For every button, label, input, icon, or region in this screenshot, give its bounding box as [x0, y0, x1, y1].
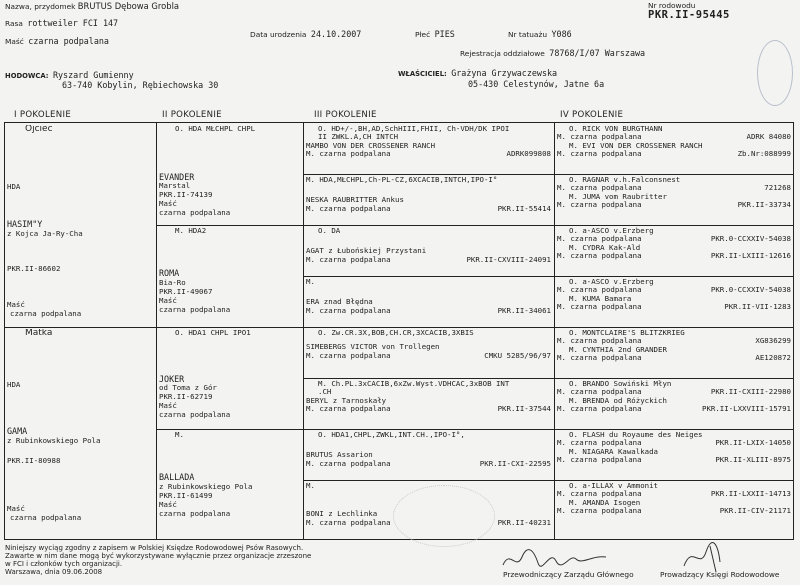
- gen4-dam: M. BRENDA od Różyckich: [569, 395, 667, 405]
- gen4-dam-reg: PKR.II-VII-1283: [724, 302, 791, 312]
- birth-value: 24.10.2007: [310, 29, 362, 39]
- gen4-dam-color: M. czarna podpalana: [557, 251, 642, 261]
- gen4-sire-reg: PKR.0-CCXXIV-54038: [710, 234, 791, 244]
- gen3-cell: [306, 278, 553, 326]
- pedigree-number: PKR.II-95445: [648, 9, 730, 21]
- breeder-name: Ryszard Gumienny: [52, 70, 134, 80]
- gen4-cell: [557, 227, 793, 275]
- dam-name: GAMA: [7, 426, 28, 436]
- gen3-reg: PKR.II-37544: [497, 404, 551, 414]
- chair-signature: [500, 543, 610, 573]
- pedigree-label: Nr rodowodu: [648, 1, 696, 10]
- gen2-reg: PKR.II-61499: [159, 491, 213, 500]
- gen3-reg: PKR.II-34061: [497, 305, 551, 315]
- sire-name: HASIM"Y: [7, 219, 43, 229]
- gen3-titles: O. HDA1,CHPL,ZWKL,INT.CH.,IPO-I°,: [318, 431, 465, 439]
- gen4-sire-reg: PKR.0-CCXXIV-54038: [710, 285, 791, 295]
- gen4-sire: O. RICK VON BURGTHANN: [569, 125, 663, 133]
- gen4-dam-color: M. czarna podpalana: [557, 404, 642, 414]
- gen2-titles: M. HDA2: [175, 227, 207, 235]
- gen3-name: BRUTUS Assarion: [306, 450, 373, 460]
- gen4-sire-color: M. czarna podpalana: [557, 132, 642, 142]
- gen3-reg: CMKU 5285/96/97: [484, 350, 551, 360]
- breeder-address: 63-740 Kobylin, Rębiechowska 30: [62, 80, 219, 90]
- gen3-cell: [306, 176, 553, 224]
- gen4-cell: [557, 431, 793, 479]
- gen4-cell: [557, 380, 793, 428]
- gen2-reg: PKR.II-62719: [159, 392, 213, 401]
- divider: [156, 429, 793, 430]
- gen2-color-label: Maść: [159, 199, 177, 208]
- footer-note-line: w FCI i członków tych organizacji.: [5, 560, 123, 568]
- gen4-dam-color: M. czarna podpalana: [557, 149, 642, 159]
- dam-color-label: Maść: [7, 504, 25, 513]
- gen3-titles: M.: [306, 482, 315, 490]
- gen3-titles: O. DA: [318, 227, 341, 235]
- gen4-cell: [557, 176, 793, 224]
- tattoo-label: Nr tatuażu: [508, 30, 548, 39]
- dam-color: czarna podpalana: [10, 513, 82, 522]
- gen3-color: M. czarna podpalana: [306, 149, 391, 159]
- gen3-reg: PKR.II-55414: [497, 203, 551, 213]
- gen3-cell: [306, 329, 553, 377]
- divider: [303, 174, 793, 175]
- gen4-dam: M. CYDRA Kak-Ald: [569, 242, 641, 252]
- gen3-color: M. czarna podpalana: [306, 203, 391, 213]
- gen2-cell: [159, 227, 302, 326]
- keeper-signature: [680, 540, 740, 574]
- gen4-sire-color: M. czarna podpalana: [557, 336, 642, 346]
- gen3-cell: [306, 125, 553, 173]
- registration-label: Rejestracja oddziałowe: [460, 49, 545, 58]
- gen-heading-4: IV POKOLENIE: [560, 110, 624, 120]
- gen4-sire-reg: PKR.II-LXIX-14050: [715, 438, 791, 448]
- gen4-sire-color: M. czarna podpalana: [557, 438, 642, 448]
- gen4-dam-reg: PKR.II-LXXVIII-15791: [702, 404, 791, 414]
- gen2-name: BALLADA: [159, 472, 195, 482]
- gen4-cell: [557, 125, 793, 173]
- gen2-kennel: Marstal: [159, 181, 191, 190]
- gen3-titles: O. Zw.CR.3X,BOB,CH.CR,3XCACIB,3XBIS: [318, 329, 474, 337]
- name-label: Nazwa, przydomek: [5, 2, 76, 11]
- gen2-color: czarna podpalana: [159, 410, 231, 419]
- gen4-sire: O. a-ILLAX v Ammonit: [569, 482, 658, 490]
- divider: [303, 123, 304, 539]
- divider: [156, 123, 157, 539]
- gen4-dam-color: M. czarna podpalana: [557, 302, 642, 312]
- gen4-sire-color: M. czarna podpalana: [557, 387, 642, 397]
- gen2-cell: [159, 431, 302, 539]
- gen3-reg: PKR.II-40231: [497, 517, 551, 527]
- gen2-reg: PKR.II-74139: [159, 190, 213, 199]
- chair-label: Przewodniczący Zarządu Głównego: [503, 570, 634, 579]
- gen4-cell: [557, 482, 793, 539]
- gen4-dam: M. EVI VON DER CROSSENER RANCH: [569, 140, 703, 150]
- gen2-name: ROMA: [159, 268, 180, 278]
- gen3-name: ERA znad Błędna: [306, 297, 373, 307]
- gen-heading-3: III POKOLENIE: [314, 110, 377, 120]
- gen3-name: MAMBO VON DER CROSSENER RANCH: [306, 140, 436, 150]
- gen2-color: czarna podpalana: [159, 305, 231, 314]
- rasa-value: rottweiler FCI 147: [27, 18, 119, 28]
- name-value: BRUTUS Dębowa Grobla: [77, 1, 180, 11]
- owner-address: 05-430 Celestynów, Jatne 6a: [468, 79, 605, 89]
- gen3-titles: M.: [306, 278, 315, 286]
- gen3-titles: O. HD+/-,BH,AD,SchHIII,FHII, Ch-VDH/DK IPOI: [318, 125, 510, 133]
- gen4-dam-color: M. czarna podpalana: [557, 200, 642, 210]
- sire-heading: Ojciec: [25, 125, 53, 134]
- faded-stamp: [393, 485, 495, 547]
- registration-value: 78768/I/07 Warszawa: [549, 48, 646, 58]
- gen4-dam-color: M. czarna podpalana: [557, 353, 642, 363]
- gen2-titles: O. HDA MŁCHPL CHPL: [175, 125, 256, 133]
- gen4-dam: M. AMANDA Isogen: [569, 497, 641, 507]
- gen2-cell: [159, 125, 302, 224]
- gen2-color-label: Maść: [159, 296, 177, 305]
- gen4-cell: [557, 278, 793, 326]
- dam-health: HDA: [7, 380, 21, 389]
- masc-value: czarna podpalana: [28, 36, 109, 46]
- gen4-sire-color: M. czarna podpalana: [557, 183, 642, 193]
- gen4-sire-reg: ADRK 84080: [746, 132, 791, 142]
- sex-label: Płeć: [415, 30, 431, 39]
- gen3-color: M. czarna podpalana: [306, 254, 391, 264]
- gen4-sire-reg: PKR.II-CXIII-22980: [710, 387, 791, 397]
- gen2-color-label: Maść: [159, 401, 177, 410]
- sire-kennel: z Kojca Ja-Ry-Cha: [7, 229, 83, 238]
- gen2-color: czarna podpalana: [159, 208, 231, 217]
- gen2-kennel: Bia-Ro: [159, 278, 186, 287]
- gen2-reg: PKR.II-49067: [159, 287, 213, 296]
- sex-field: [415, 30, 455, 39]
- footer-note-line: Niniejszy wyciąg zgodny z zapisem w Polskiej Księdze Rodowodowej Psów Rasowych.: [5, 544, 304, 552]
- gen4-sire: O. FLASH du Royaume des Neiges: [569, 431, 703, 439]
- gen4-cell: [557, 329, 793, 377]
- gen4-dam-reg: PKR.II-LXIII-12616: [710, 251, 791, 261]
- gen4-sire: O. a-ASCO v.Erzberg: [569, 278, 654, 286]
- gen2-cell: [159, 329, 302, 428]
- gen3-color: M. czarna podpalana: [306, 517, 391, 527]
- divider: [303, 378, 793, 379]
- masc-label: Maść: [5, 37, 24, 46]
- gen2-titles: M.: [175, 431, 184, 439]
- gen4-sire: O. MONTCLAIRE'S BLITZKRIEG: [569, 329, 685, 337]
- sex-value: PIES: [434, 29, 455, 39]
- tattoo-value: Y086: [551, 29, 572, 39]
- divider: [303, 480, 793, 481]
- gen3-titles: M. Ch.PL.3xCACIB,6xZw.Wyst.VDHCAC,3xBOB INT: [318, 380, 510, 388]
- gen2-titles: O. HDA1 CHPL IPO1: [175, 329, 251, 337]
- gen4-dam-color: M. czarna podpalana: [557, 455, 642, 465]
- sire-health: HDA: [7, 182, 21, 191]
- gen4-sire: O. a-ASCO v.Erzberg: [569, 227, 654, 235]
- gen4-sire-reg: XG836299: [755, 336, 791, 346]
- gen4-dam: M. CYNTHIA 2nd GRANDER: [569, 344, 667, 354]
- gen3-color: M. czarna podpalana: [306, 305, 391, 315]
- footer-place-date: Warszawa, dnia 09.06.2008: [5, 568, 103, 576]
- gen4-dam-color: M. czarna podpalana: [557, 506, 642, 516]
- gen3-reg: PKR.II-CXVIII-24091: [466, 254, 551, 264]
- gen4-dam-reg: PKR.II-33734: [737, 200, 791, 210]
- owner-name: Grażyna Grzywaczewska: [451, 68, 558, 78]
- gen4-dam: M. KUMA Bamara: [569, 293, 632, 303]
- owner-field: [398, 69, 557, 78]
- gen4-sire-color: M. czarna podpalana: [557, 234, 642, 244]
- gen-heading-1: I POKOLENIE: [14, 110, 72, 120]
- gen4-dam: M. NIAGARA Kawalkada: [569, 446, 658, 456]
- breeder-label: HODOWCA:: [5, 72, 49, 80]
- gen3-color: M. czarna podpalana: [306, 458, 391, 468]
- gen3-color: M. czarna podpalana: [306, 404, 391, 414]
- gen4-dam-reg: AE120872: [755, 353, 791, 363]
- gen4-sire-reg: 721268: [764, 183, 791, 193]
- divider: [303, 276, 793, 277]
- dam-reg: PKR.II-80988: [7, 456, 61, 465]
- breeder-field: [5, 71, 134, 80]
- gen3-titles-cont: .CH: [318, 387, 332, 397]
- birth-field: [250, 30, 361, 39]
- gen4-dam-reg: PKR.II-CIV-21171: [719, 506, 791, 516]
- gen3-name: AGAT z Łubońskiej Przystani: [306, 246, 427, 256]
- gen2-color-label: Maść: [159, 500, 177, 509]
- gen3-cell: [306, 380, 553, 428]
- dam-kennel: z Rubinkowskiego Pola: [7, 436, 101, 445]
- gen4-sire: O. BRANDO Sowiński Młyn: [569, 380, 672, 388]
- gen2-kennel: od Toma z Gór: [159, 383, 217, 392]
- dam-heading: Matka: [25, 329, 53, 338]
- masc-field: [5, 37, 109, 46]
- gen4-sire-color: M. czarna podpalana: [557, 489, 642, 499]
- keeper-label: Prowadzący Księgi Rodowodowe: [660, 570, 780, 579]
- gen2-kennel: z Rubinkowskiego Pola: [159, 482, 253, 491]
- rasa-field: [5, 19, 118, 28]
- gen3-titles: M. HDA,MŁCHPL,Ch-PL-CZ,6XCACIB,INTCH,IPO-I°: [306, 176, 498, 184]
- gen2-name: JOKER: [159, 374, 185, 384]
- gen3-name: BONI z Lechlinka: [306, 509, 378, 519]
- birth-label: Data urodzenia: [250, 30, 307, 39]
- gen3-name: SIMEBERGS VICTOR von Trollegen: [306, 342, 440, 352]
- gen3-name: BERYL z Tarnoskały: [306, 395, 387, 405]
- divider: [554, 123, 555, 539]
- footer-note-line: Zawarte w nim dane mogą być wykorzystywane wyłącznie przez organizacje zrzeszone: [5, 552, 312, 560]
- gen4-dam: M. JUMA vom Raubritter: [569, 191, 667, 201]
- name-field: [5, 2, 179, 11]
- sire-cell: [7, 125, 153, 325]
- tattoo-field: [508, 30, 572, 39]
- registration-field: [460, 49, 645, 58]
- pedigree-table: [4, 122, 794, 540]
- gen2-color: czarna podpalana: [159, 509, 231, 518]
- owner-label: WŁAŚCICIEL:: [398, 70, 447, 78]
- divider: [156, 225, 793, 226]
- sire-reg: PKR.II-86602: [7, 264, 61, 273]
- footer-note: [5, 544, 311, 576]
- gen3-cell: [306, 227, 553, 275]
- gen3-name: NESKA RAUBRITTER Ankus: [306, 195, 404, 205]
- gen3-titles-cont: II ZWKL.A,CH INTCH: [318, 132, 399, 142]
- dam-cell: [7, 329, 153, 539]
- gen-heading-2: II POKOLENIE: [162, 110, 222, 120]
- gen4-dam-reg: PKR.II-XLIII-8975: [715, 455, 791, 465]
- gen3-cell: [306, 431, 553, 479]
- gen4-sire-color: M. czarna podpalana: [557, 285, 642, 295]
- sire-color: czarna podpalana: [10, 309, 82, 318]
- sire-color-label: Maść: [7, 300, 25, 309]
- gen3-reg: PKR.II-CXI-22595: [479, 458, 551, 468]
- gen2-name: EVANDER: [159, 172, 195, 182]
- gen3-reg: ADRK099808: [506, 149, 551, 159]
- gen4-sire: O. RAGNAR v.h.Falconsnest: [569, 176, 681, 184]
- gen4-dam-reg: Zb.Nr:088999: [737, 149, 791, 159]
- rasa-label: Rasa: [5, 19, 23, 28]
- official-stamp: [757, 40, 793, 106]
- gen3-color: M. czarna podpalana: [306, 350, 391, 360]
- gen4-sire-reg: PKR.II-LXXII-14713: [710, 489, 791, 499]
- divider: [5, 327, 793, 328]
